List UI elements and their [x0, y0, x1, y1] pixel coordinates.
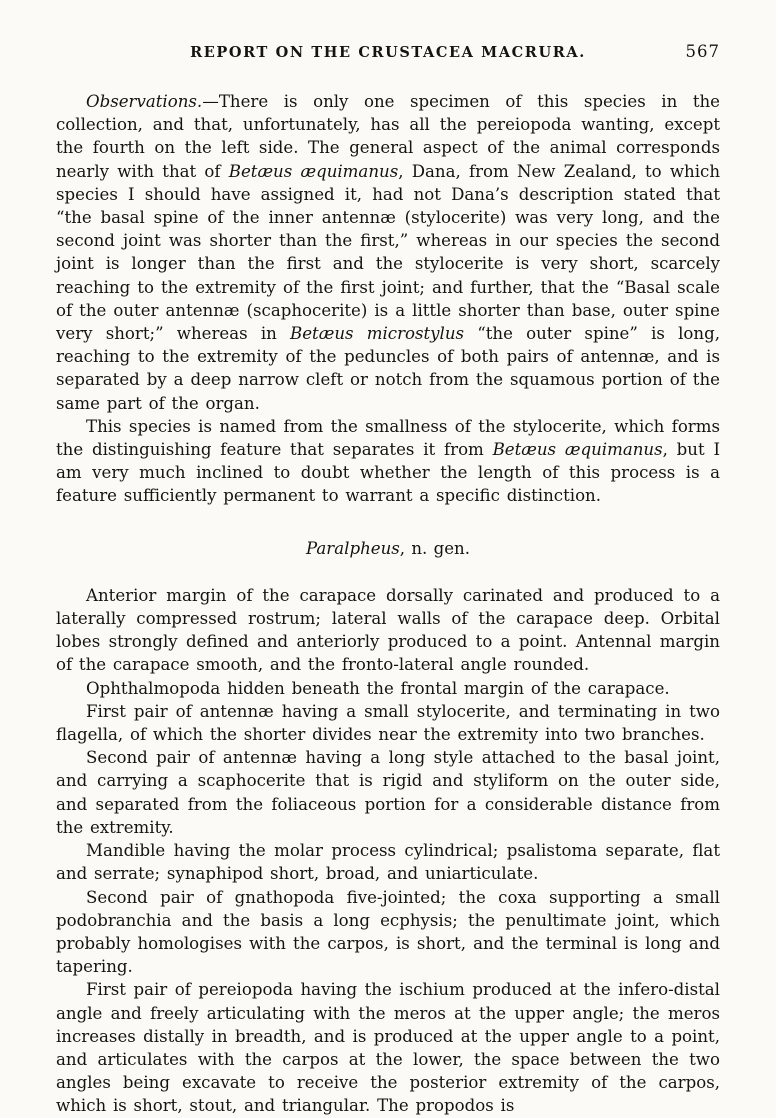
text-segment: Betæus æquimanus [228, 161, 399, 181]
paragraph [56, 584, 720, 677]
text-segment: Second pair of antennæ having a long style attached to the basal joint, and carrying a scaphocerite that is rigid and styliform on the outer side, and separated from the foliaceous portion for a considerable distance from the extremity. [56, 748, 720, 837]
text-segment: Paralpheus [306, 538, 400, 558]
page-body [56, 90, 720, 1118]
text-segment: Mandible having the molar process cylindrical; psalistoma separate, flat and serrate; synaphipod short, broad, and uniarticulate. [56, 841, 720, 884]
text-segment: —There is only one specimen of this species in the collection, and that, unfortunately, has all the pereiopoda wanting, except the fourth on the left side. The general aspect of the animal corresponds nearly with that of [56, 92, 720, 181]
text-segment: “the outer spine” is long, reaching to the extremity of the peduncles of both pairs of antennæ, and is separated by a deep narrow cleft or notch from the squamous portion of the same part of the organ. [56, 324, 720, 413]
paragraph [56, 90, 720, 415]
paragraph [56, 886, 720, 979]
text-segment: First pair of antennæ having a small stylocerite, and terminating in two flagella, of which the shorter divides near the extremity into two branches. [56, 701, 720, 745]
running-head [56, 42, 720, 66]
paragraph [56, 677, 720, 700]
paragraph [56, 746, 720, 839]
text-segment: Observations. [86, 92, 203, 111]
text-segment: Betæus microstylus [290, 324, 465, 344]
page-number: 567 [685, 42, 720, 61]
text-segment: , n. gen. [399, 538, 470, 558]
paragraph [56, 700, 720, 746]
text-segment: First pair of pereiopoda having the ischium produced at the infero-distal angle and freely articulating with the meros at the upper angle; the meros increases distally in breadth, and is produced at the upper angle to a point, and articulates with the carpos at the lower, the space between the two angles being excavate to receive the posterior extremity of the carpos, which is short, stout, and triangular. The propodos is [56, 980, 720, 1116]
text-segment: Anterior margin of the carapace dorsally carinated and produced to a laterally compressed rostrum; lateral walls of the carapace deep. Orbital lobes strongly defined and anteriorly produced to a point. Antennal margin of the carapace smooth, and the fronto-lateral angle rounded. [56, 585, 720, 675]
paragraph [56, 415, 720, 508]
text-segment: Second pair of gnathopoda five-jointed; the coxa supporting a small podobranchia and the basis a long ecphysis; the penultimate joint, which probably homologises with the carpos, is short, and the terminal is long and tapering. [56, 887, 720, 977]
text-segment: Ophthalmopoda hidden beneath the frontal margin of the carapace. [86, 678, 670, 698]
text-segment: Betæus æquimanus [492, 440, 663, 460]
text-segment: , Dana, from New Zealand, to which species I should have assigned it, had not Dana’s description stated that “the basal spine of the inner antennæ (stylocerite) was very long, and the second joint was shorter than the first,” whereas in our species the second joint is longer than the first and the stylocerite is very short, scarcely reaching to the extremity of the first joint; and further, that the “Basal scale of the outer antennæ (scaphocerite) is a little shorter than base, outer spine very short;” whereas in [56, 161, 721, 344]
paragraph [56, 839, 720, 885]
text-segment: This species is named from the smallness of the stylocerite, which forms the distinguishing feature that separates it from [56, 416, 720, 460]
page-title: REPORT ON THE CRUSTACEA MACRURA. [190, 44, 586, 61]
section-heading [56, 537, 720, 560]
text-segment: , but I am very much inclined to doubt whether the length of this process is a feature sufficiently permanent to warrant a specific distinction. [56, 440, 720, 506]
paragraph [56, 978, 720, 1117]
